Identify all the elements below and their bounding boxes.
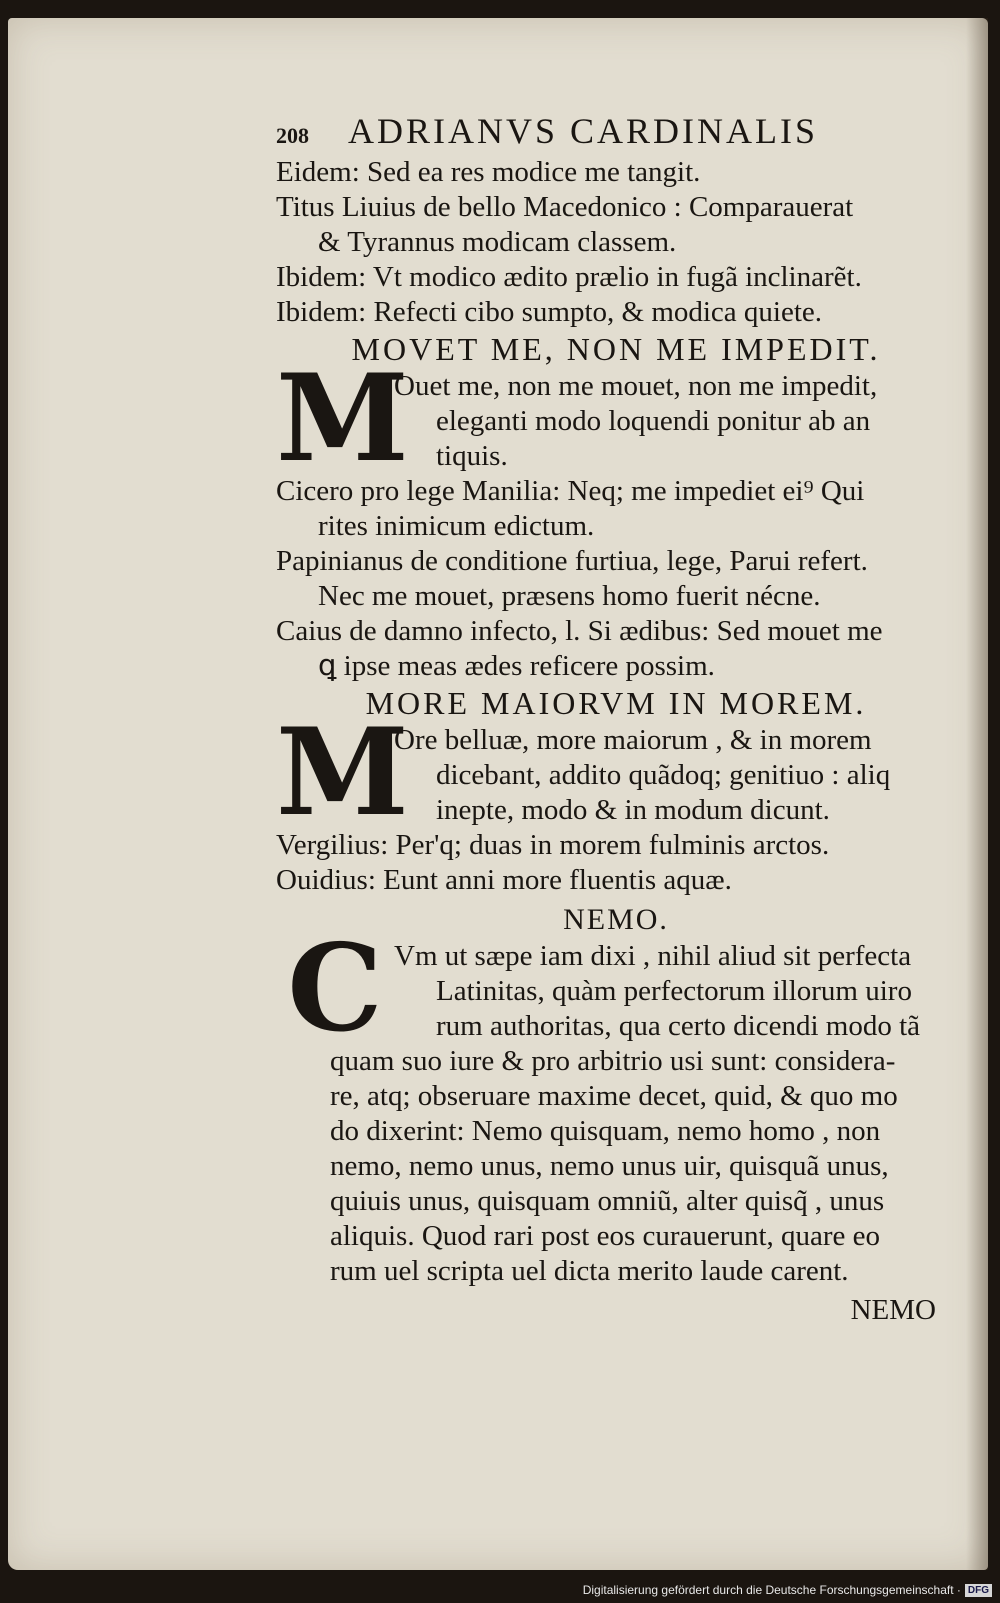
text-line: Ibidem: Vt modico ædito prælio in fugã inclinarẽt.: [276, 261, 862, 293]
text-line: aliquis. Quod rari post eos curauerunt, quare eo: [330, 1220, 881, 1252]
drop-cap-initial: M: [276, 348, 409, 489]
text-line: Vergilius: Per'q; duas in morem fulminis arctos.: [276, 829, 830, 861]
text-line: re, atq; obseruare maxime decet, quid, & quo mo: [330, 1080, 898, 1112]
page-text: [276, 111, 956, 1328]
section-heading: MORE MAIORVM IN MOREM.: [365, 685, 867, 721]
text-line: & Tyrannus modicam classem.: [318, 226, 677, 258]
text-line: Nec me mouet, præsens homo fuerit nécne.: [318, 580, 821, 612]
page-gutter: [966, 18, 988, 1570]
text-line: Ibidem: Refecti cibo sumpto, & modica quiete.: [276, 296, 823, 328]
footer-credit: Digitalisierung gefördert durch die Deutsche Forschungsgemeinschaft ·: [582, 1583, 961, 1597]
text-line: ꝗ ipse meas ædes reficere possim.: [318, 650, 715, 682]
text-line: rites inimicum edictum.: [318, 510, 595, 542]
text-line: rum authoritas, qua certo dicendi modo tã: [436, 1010, 920, 1042]
text-line: Papinianus de conditione furtiua, lege, Parui refert.: [276, 545, 868, 577]
text-line: Ore belluæ, more maiorum , & in morem: [394, 724, 872, 756]
text-line: Titus Liuius de bello Macedonico : Comparauerat: [276, 191, 854, 223]
text-line: eleganti modo loquendi ponitur ab an: [436, 405, 871, 437]
text-line: Cicero pro lege Manilia: Neq; me impediet ei⁹ Qui: [276, 475, 865, 507]
drop-cap-initial: C: [287, 918, 383, 1059]
section-heading: NEMO.: [563, 903, 669, 936]
text-line: Caius de damno infecto, l. Si ædibus: Sed mouet me: [276, 615, 883, 647]
text-line: tiquis.: [436, 440, 508, 472]
folio-number: 208: [276, 123, 309, 148]
book-page: [8, 18, 988, 1570]
running-title: ADRIANVS CARDINALIS: [348, 111, 819, 151]
text-line: inepte, modo & in modum dicunt.: [436, 794, 830, 826]
digitization-footer: [583, 1583, 992, 1597]
text-line: quam suo iure & pro arbitrio usi sunt: considera-: [330, 1045, 896, 1077]
text-line: Latinitas, quàm perfectorum illorum uiro: [436, 975, 912, 1007]
text-line: do dixerint: Nemo quisquam, nemo homo , non: [330, 1115, 881, 1147]
text-line: Ouet me, non me mouet, non me impedit,: [394, 370, 878, 402]
page-header: [276, 111, 956, 153]
dfg-logo: DFG: [965, 1584, 992, 1597]
text-line: nemo, nemo unus, nemo unus uir, quisquã unus,: [330, 1150, 889, 1182]
text-line: Vm ut sæpe iam dixi , nihil aliud sit perfecta: [394, 940, 912, 972]
text-line: dicebant, addito quãdoq; genitiuo : aliq: [436, 759, 891, 791]
catchword: NEMO: [850, 1294, 936, 1326]
drop-cap-initial: M: [276, 702, 409, 843]
text-line: rum uel scripta uel dicta merito laude carent.: [330, 1255, 849, 1287]
text-line: Ouidius: Eunt anni more fluentis aquæ.: [276, 864, 732, 896]
text-line: quiuis unus, quisquam omniũ, alter quisq̃ , unus: [330, 1185, 885, 1217]
text-line: Eidem: Sed ea res modice me tangit.: [276, 156, 701, 188]
section-heading: MOVET ME, NON ME IMPEDIT.: [351, 331, 881, 367]
